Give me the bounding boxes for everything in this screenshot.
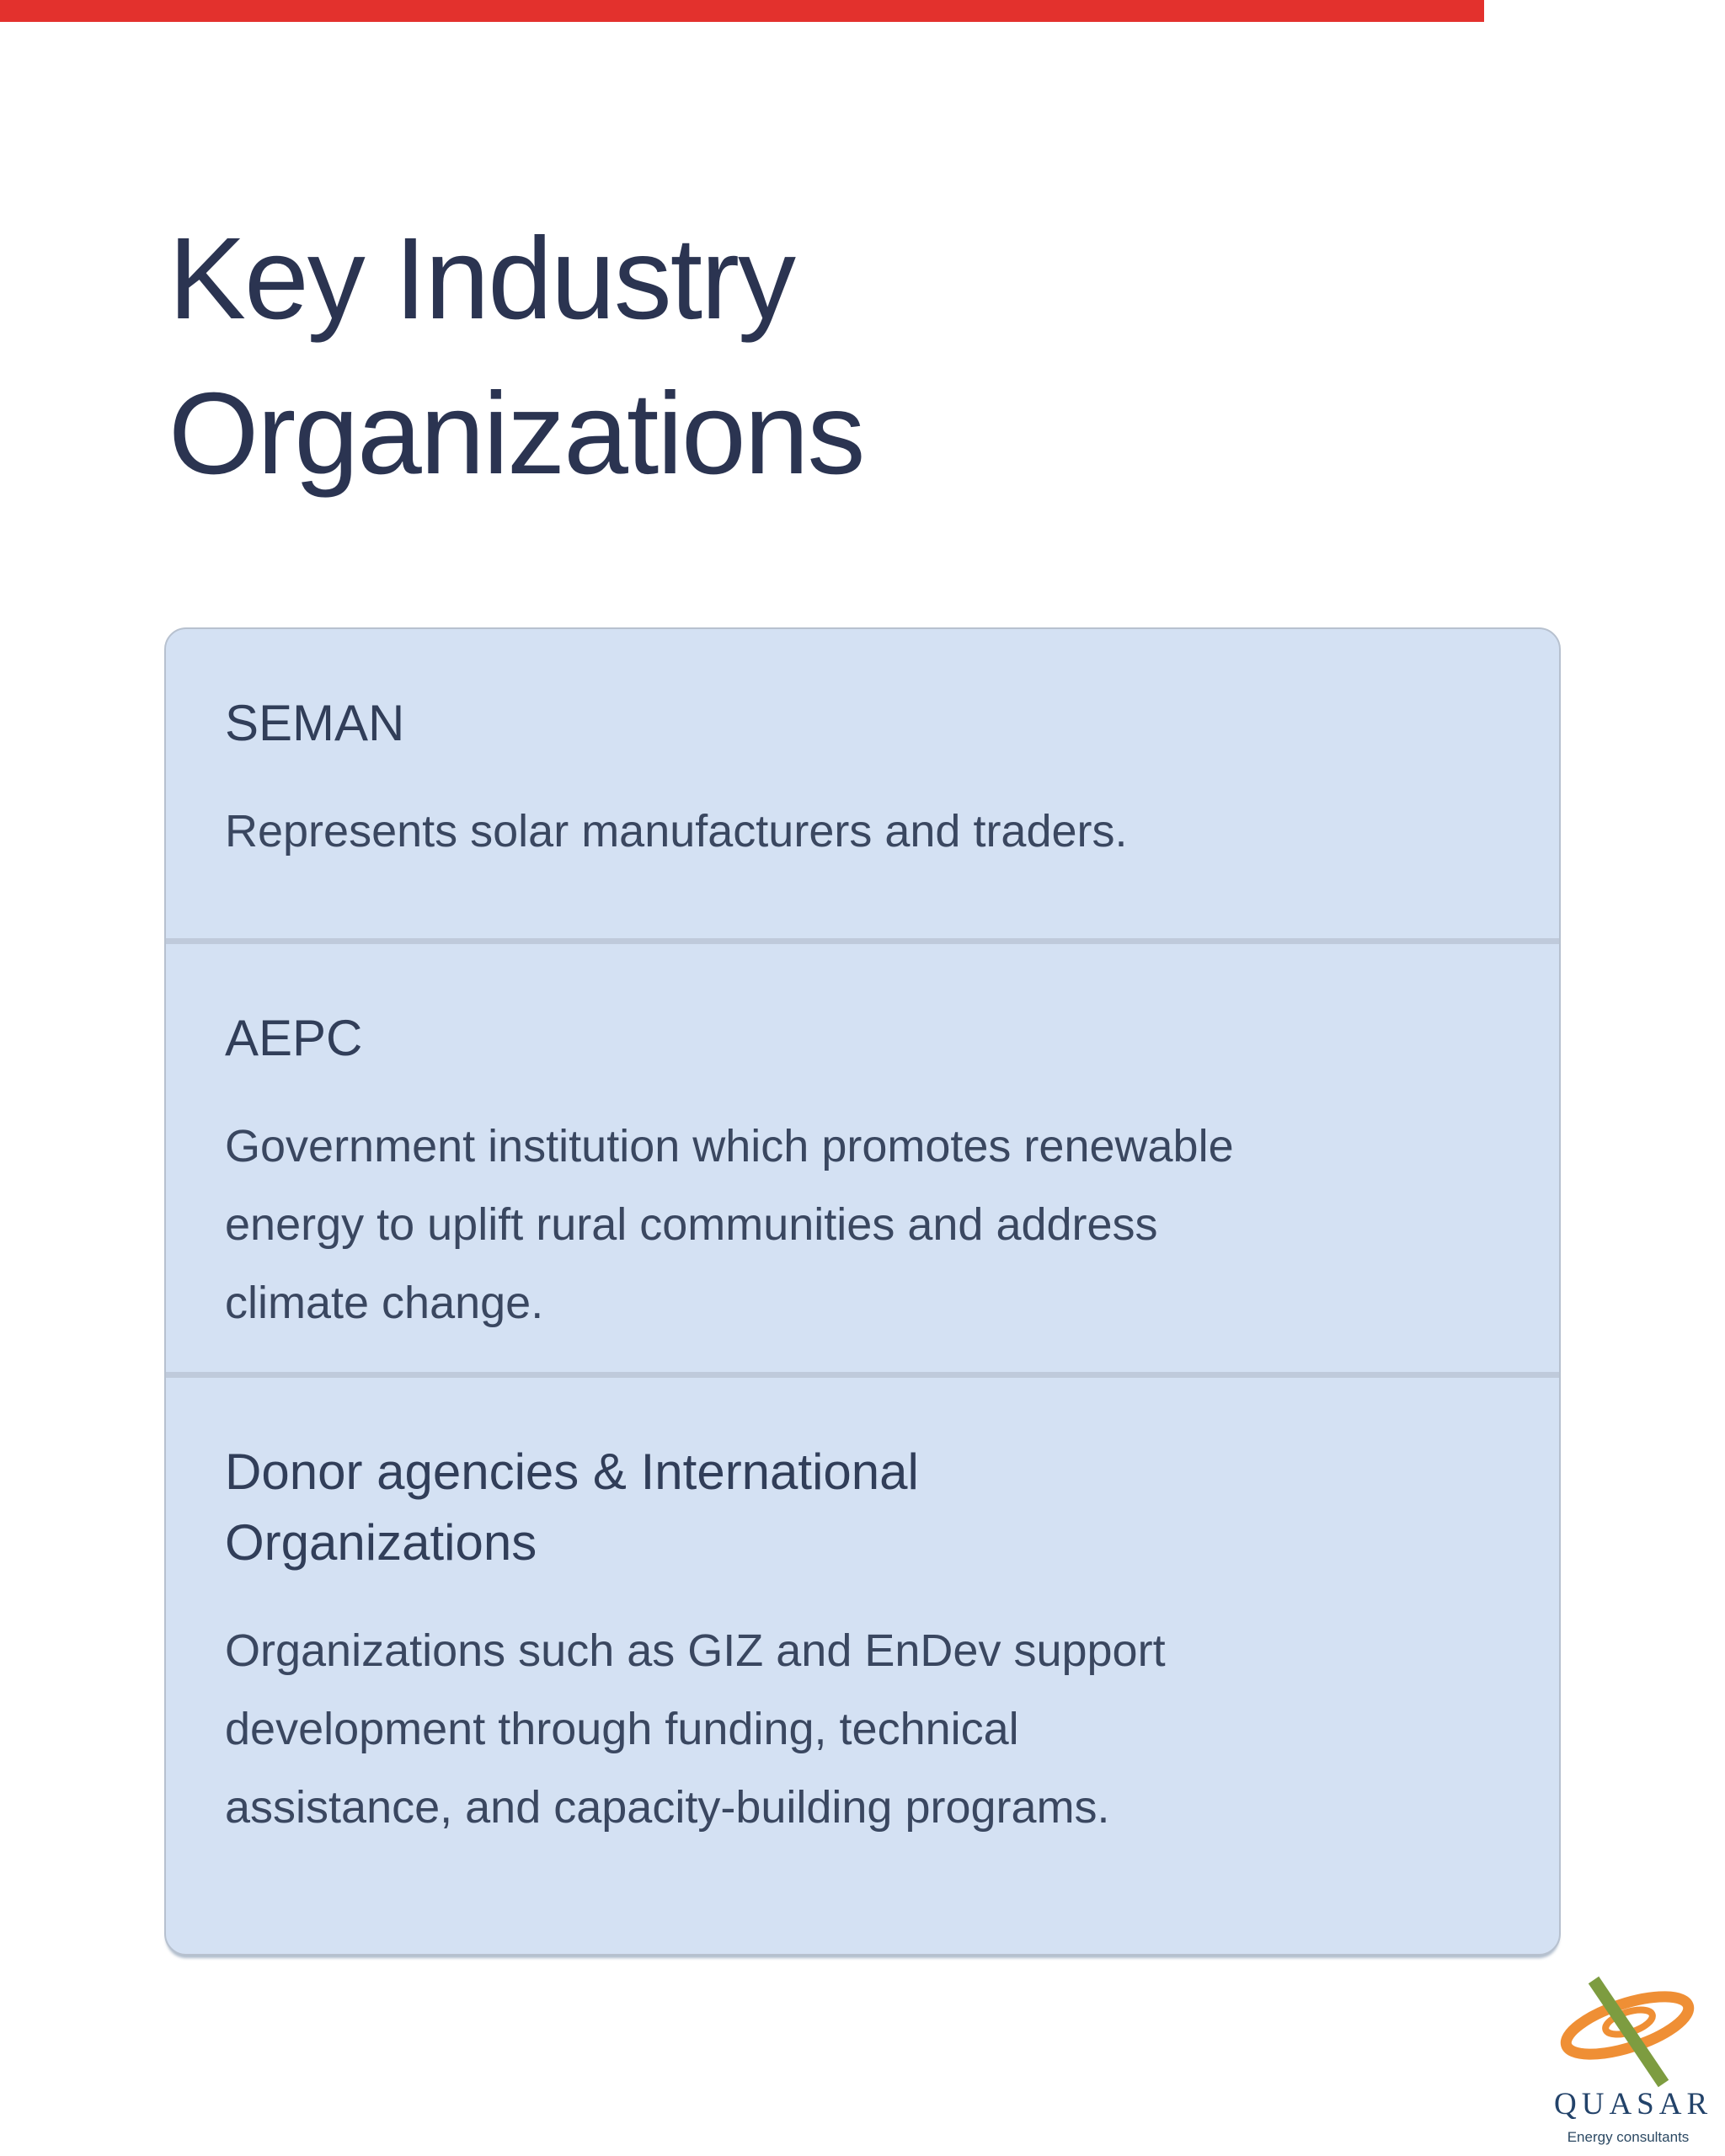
section-body-line: Represents solar manufacturers and traders. — [225, 806, 1128, 857]
section-body-line: assistance, and capacity-building programs. — [225, 1782, 1110, 1833]
quasar-tagline: Energy consultants — [1567, 2129, 1690, 2145]
section-body — [225, 1107, 1500, 1342]
section-body — [225, 792, 1500, 871]
section-body-line: development through funding, technical — [225, 1704, 1019, 1754]
quasar-logo — [1554, 1967, 1713, 2146]
section-aepc — [166, 938, 1559, 1372]
section-heading-line: Organizations — [225, 1514, 537, 1571]
top-progress-bar — [0, 0, 1484, 22]
quasar-swoosh-icon — [1554, 1967, 1702, 2093]
page-title-line-1: Key Industry — [168, 214, 795, 344]
section-donor-agencies — [166, 1372, 1559, 1957]
page-title — [168, 201, 863, 511]
organizations-card — [164, 627, 1561, 1956]
section-seman — [166, 629, 1559, 938]
section-body-line: Organizations such as GIZ and EnDev support — [225, 1625, 1166, 1676]
section-heading-line: Donor agencies & International — [225, 1444, 919, 1500]
section-body — [225, 1612, 1500, 1847]
quasar-wordmark: QUASAR — [1554, 2087, 1713, 2121]
section-body-line: energy to uplift rural communities and address — [225, 1199, 1158, 1250]
section-heading — [225, 1437, 1500, 1578]
page-title-line-2: Organizations — [168, 369, 864, 499]
section-body-line: Government institution which promotes renewable — [225, 1121, 1234, 1171]
section-body-line: climate change. — [225, 1278, 544, 1328]
section-heading: SEMAN — [225, 695, 405, 751]
section-heading: AEPC — [225, 1010, 363, 1066]
